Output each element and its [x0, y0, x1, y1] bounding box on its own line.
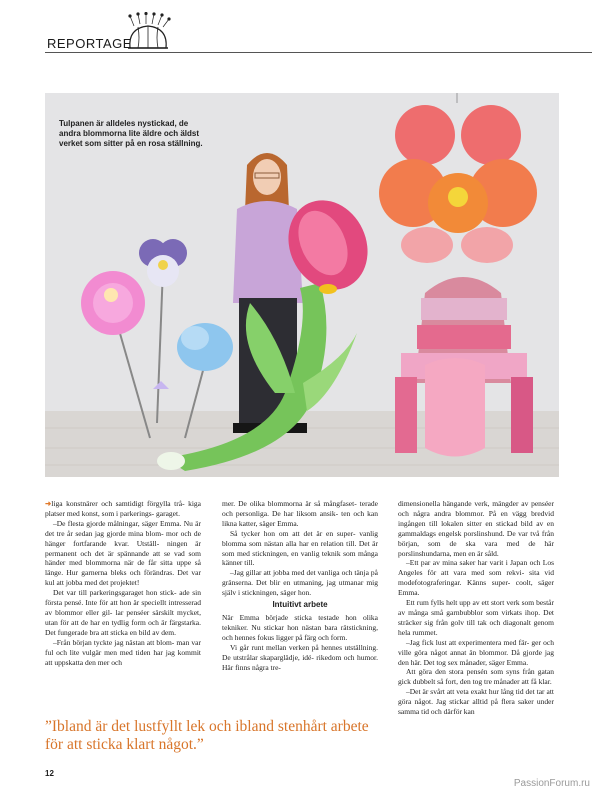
article-column-3	[398, 499, 554, 751]
header-rule	[45, 52, 592, 53]
paragraph: dimensionella hängande verk, mängder av penséer och några andra blommor. På en vägg bredvid ingången till lokalen sitter en stickad bild av en gammaldags engelsk porslinshund. De var två från början, som de ska vara med de här porslinshundarna, men en är såld.	[398, 499, 554, 558]
paragraph: Att göra den stora pensén som syns från gatan gick dubbelt så fort, den tog tre månader att få klar.	[398, 667, 554, 687]
page-number: 12	[45, 769, 54, 778]
paragraph: Så tycker hon om att det är en super- vanlig blomma som nästan alla har en relation till. Det är som med stickningen, en vanlig teknik som många känner till.	[222, 528, 378, 568]
continue-arrow-icon: ➜	[45, 499, 52, 508]
pull-quote: ”Ibland är det lustfyllt lek och ibland stenhårt arbete för att sticka klart något.”	[45, 718, 369, 753]
page-header	[0, 0, 604, 60]
article-column-1	[45, 499, 201, 699]
watermark: PassionForum.ru	[513, 778, 590, 789]
paragraph: När Emma började sticka testade hon olika tekniker. Nu stickar hon nästan bara rätstickning, och hennes fokus ligger på färg och form.	[222, 612, 378, 642]
paragraph: Det var till parkeringsgaraget hon stick- ade sin första pensé. Inte för att hon är speciellt intresserad av blommor eller gil- lar penséer särskilt mycket, utan för att de har en tydlig form och är färgstarka. Det fungerade bra att sticka en bild av dem.	[45, 588, 201, 637]
exhibition-photo	[45, 93, 559, 477]
paragraph: –Från början tyckte jag nästan att blom- man var ful och lite vulgär men med tiden har jag kommit att uppskatta den mer och	[45, 637, 201, 667]
subheading: Intuitivt arbete	[272, 600, 328, 610]
section-label: REPORTAGE	[47, 36, 132, 51]
paragraph: –Ett par av mina saker har varit i Japan och Los Angeles för att vara med som rekvi- sita vid modefotograferingar. Känns super- coolt, säger Emma.	[398, 558, 554, 598]
photo-caption: Tulpanen är alldeles nystickad, de andra blommorna lite äldre och äldst verket som sitter på en rosa ställning.	[59, 119, 203, 148]
paragraph: –Det är svårt att veta exakt hur lång tid det tar att göra något. Jag stickar alltid på flera saker under samma tid och därför kan	[398, 687, 554, 717]
paragraph: mer. De olika blommorna är så mångfaset- terade och personliga. De har liksom ansik- ten och kan likna katter, säger Emma.	[222, 499, 378, 528]
paragraph-text: liga konstnärer och samtidigt förgylla trå- kiga platser med konst, som i parkerings- garaget.	[45, 499, 201, 518]
paragraph	[45, 499, 201, 519]
paragraph: –De flesta gjorde målningar, säger Emma. Nu är det tre år sedan jag gjorde mina blom- mor och de hänger fortfarande kvar. Utställ- ningen är permanent och det är spännande att se vad som händer med blommorna när de får sitta uppe så länge. Hur garnerna bleks och förändras. Det var kul att jobba med det projektet!	[45, 518, 201, 588]
pincushion-icon	[122, 12, 174, 52]
paragraph: –Jag fick lust att experimentera med fär- ger och ville göra något annat än blommor. Då gjorde jag den här. Det tog sex månader, säger Emma.	[398, 637, 554, 667]
paragraph: Ett rum fylls helt upp av ett stort verk som består av många små garnbubblor som virkats ihop. Det sträcker sig från golv till tak och diagonalt genom hela rummet.	[398, 598, 554, 637]
paragraph: Vi går runt mellan verken på hennes utställning. De utstrålar skaparglädje, idé- rikedom och humor. Här finns några tre-	[222, 642, 378, 672]
paragraph: –Jag gillar att jobba med det vanliga och tänja på gränserna. Det blir en utmaning, jag utmanar mig själv i stickningen, säger hon.	[222, 568, 378, 598]
article-column-2	[222, 499, 378, 699]
